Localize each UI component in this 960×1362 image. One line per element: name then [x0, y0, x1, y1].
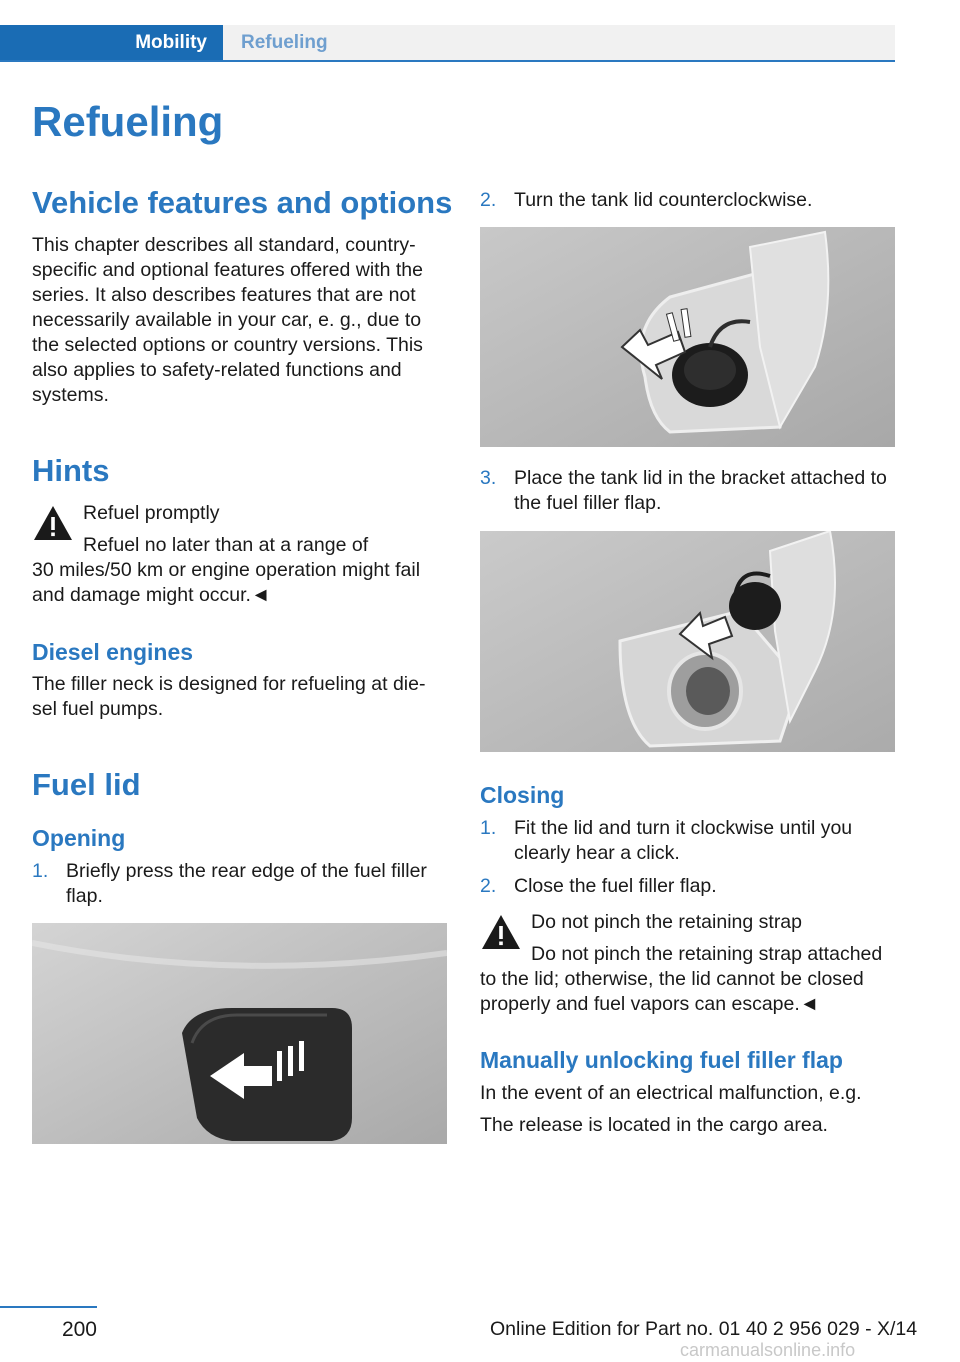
- text-line: Place the tank lid in the bracket attached to: [514, 467, 887, 489]
- refuel-warning-title: Refuel promptly: [83, 502, 220, 524]
- fuel-lid-heading: Fuel lid: [32, 767, 141, 802]
- footer-rule: [0, 1306, 97, 1308]
- hints-heading: Hints: [32, 453, 110, 488]
- tank-lid-turn-illustration: [480, 227, 895, 447]
- vehicle-features-heading: Vehicle features and options: [32, 185, 453, 220]
- opening-step-1: [66, 859, 427, 909]
- tab-mobility[interactable]: Mobility: [0, 25, 223, 60]
- header-rule: [0, 60, 895, 62]
- text-line: sel fuel pumps.: [32, 698, 164, 720]
- vehicle-features-text: [32, 233, 423, 408]
- opening-step-2: [514, 188, 812, 213]
- text-line: flap.: [66, 885, 103, 907]
- text-line: specific and optional features offered with the: [32, 259, 423, 281]
- warning-triangle-icon: [32, 503, 74, 543]
- opening-step-3: [514, 466, 887, 516]
- step-number: 2.: [480, 189, 497, 211]
- strap-warning-line: Do not pinch the retaining strap attached: [531, 943, 883, 965]
- text-line: Briefly press the rear edge of the fuel filler: [66, 860, 427, 882]
- text-line: clearly hear a click.: [514, 842, 680, 864]
- text-line: the fuel filler flap.: [514, 492, 662, 514]
- strap-warning-line: properly and fuel vapors can escape.◄: [480, 993, 820, 1015]
- tank-lid-turn-photo: [480, 227, 895, 447]
- fuel-flap-photo: [32, 923, 447, 1144]
- refuel-warning-line: and damage might occur.◄: [32, 584, 271, 606]
- refuel-warning-line: 30 miles/50 km or engine operation might fail: [32, 559, 421, 581]
- text-line: systems.: [32, 384, 109, 406]
- opening-heading: Opening: [32, 825, 126, 851]
- diesel-heading: Diesel engines: [32, 639, 194, 665]
- text-line: also applies to safety-related functions and: [32, 359, 402, 381]
- header-tab-bar: [0, 25, 895, 62]
- text-line: Turn the tank lid counterclockwise.: [514, 189, 813, 211]
- text-line: necessarily available in your car, e. g., due to: [32, 309, 422, 331]
- watermark: carmanualsonline.info: [680, 1340, 856, 1360]
- text-line: the selected options or country versions. This: [32, 334, 423, 356]
- page-number: 200: [61, 1318, 97, 1341]
- closing-step-1: [514, 816, 852, 866]
- step-number: 3.: [480, 467, 497, 489]
- text-line: Close the fuel filler flap.: [514, 875, 717, 897]
- refuel-warning-line: Refuel no later than at a range of: [83, 534, 369, 556]
- manual-unlock-line: The release is located in the cargo area.: [480, 1114, 828, 1136]
- strap-warning-line: to the lid; otherwise, the lid cannot be closed: [480, 968, 864, 990]
- text-line: series. It also describes features that are not: [32, 284, 416, 306]
- step-number: 1.: [480, 817, 497, 839]
- tank-lid-bracket-illustration: [480, 531, 895, 752]
- strap-warning-title: Do not pinch the retaining strap: [531, 911, 803, 933]
- tab-refueling[interactable]: Refueling: [223, 25, 895, 60]
- text-line: The filler neck is designed for refueling at die-: [32, 673, 426, 695]
- fuel-flap-illustration: [32, 923, 447, 1144]
- diesel-text: [32, 672, 425, 722]
- page-title: Refueling: [32, 98, 224, 145]
- text-line: This chapter describes all standard, country-: [32, 234, 416, 256]
- manual-unlock-heading: Manually unlocking fuel filler flap: [480, 1047, 843, 1073]
- manual-unlock-line: In the event of an electrical malfunction, e.g.: [480, 1082, 862, 1104]
- closing-heading: Closing: [480, 782, 565, 808]
- step-number: 2.: [480, 875, 497, 897]
- text-line: Fit the lid and turn it clockwise until you: [514, 817, 853, 839]
- edition-text: Online Edition for Part no. 01 40 2 956 029 - X/14: [490, 1318, 918, 1340]
- closing-step-2: [514, 874, 717, 899]
- tank-lid-bracket-photo: [480, 531, 895, 752]
- warning-triangle-icon: [480, 912, 522, 952]
- step-number: 1.: [32, 860, 49, 882]
